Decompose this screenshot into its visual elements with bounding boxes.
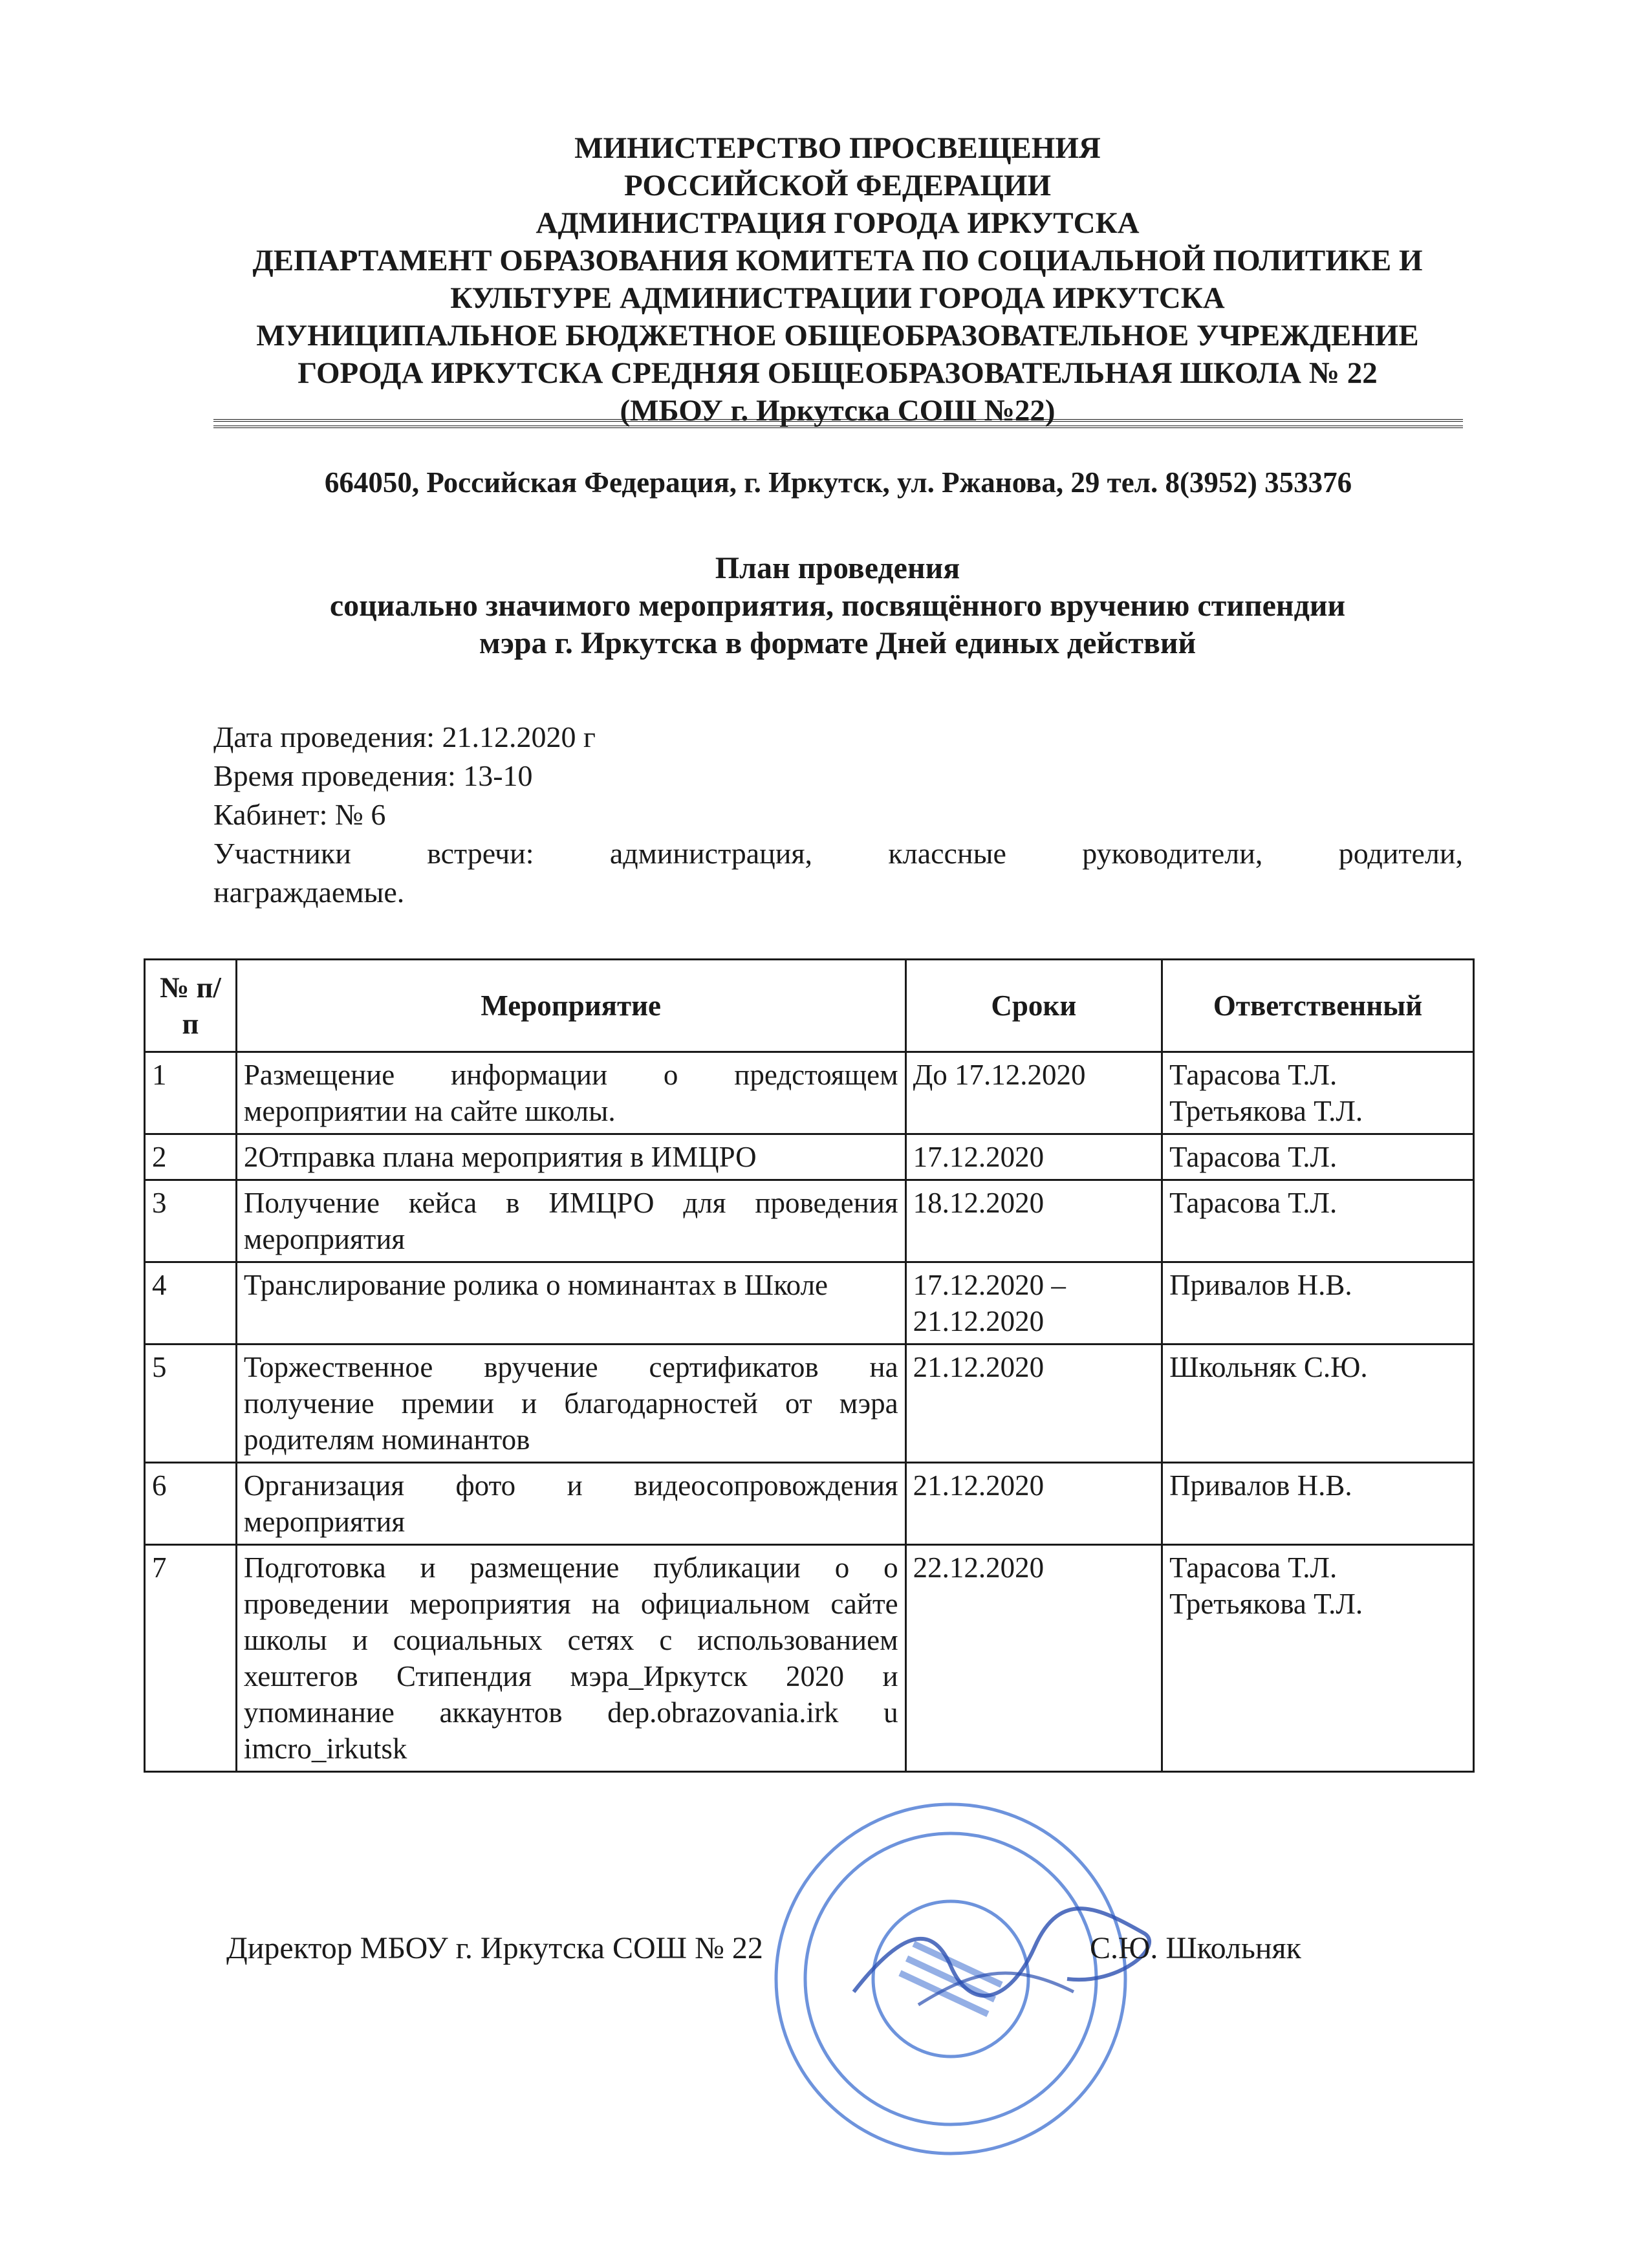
- responsible-person: Тарасова Т.Л.: [1169, 1059, 1337, 1091]
- events-table: [144, 958, 1475, 1773]
- row-num: 7: [145, 1545, 237, 1772]
- row-responsible: [1162, 1262, 1474, 1345]
- row-num: 4: [145, 1262, 237, 1345]
- row-num: 2: [145, 1134, 237, 1180]
- row-responsible: [1162, 1134, 1474, 1180]
- row-num: 6: [145, 1463, 237, 1545]
- row-num: 3: [145, 1180, 237, 1262]
- row-event: Торжественное вручение сертификатов на получение премии и благодарностей от мэра родителям номинантов: [236, 1345, 905, 1463]
- event-details: [213, 718, 1463, 912]
- row-event: Организация фото и видеосопровождения мероприятия: [236, 1463, 905, 1545]
- responsible-person: Тарасова Т.Л.: [1169, 1141, 1337, 1173]
- letterhead-line: ГОРОДА ИРКУТСКА СРЕДНЯЯ ОБЩЕОБРАЗОВАТЕЛЬНАЯ ШКОЛА № 22: [298, 356, 1378, 390]
- letterhead-line: АДМИНИСТРАЦИЯ ГОРОДА ИРКУТСКА: [536, 206, 1140, 240]
- director-name: С.Ю. Школьняк: [1090, 1931, 1301, 1965]
- responsible-person: Третьякова Т.Л.: [1169, 1095, 1363, 1127]
- letterhead: [194, 129, 1481, 429]
- row-event: 2Отправка плана мероприятия в ИМЦРО: [236, 1134, 905, 1180]
- responsible-person: Тарасова Т.Л.: [1169, 1551, 1337, 1584]
- row-event: Подготовка и размещение публикации о о проведении мероприятия на официальном сайте школы и социальных сетях с использованием хештегов Стипендия мэра_Иркутск 2020 и упоминание аккаунтов dep.obrazovania.irk u imcro_irkutsk: [236, 1545, 905, 1772]
- responsible-person: Школьняк С.Ю.: [1169, 1351, 1368, 1383]
- letterhead-line: (МБОУ г. Иркутска СОШ №22): [620, 394, 1056, 427]
- table-row: [145, 1345, 1474, 1463]
- row-dates: 22.12.2020: [905, 1545, 1162, 1772]
- responsible-person: Привалов Н.В.: [1169, 1469, 1352, 1502]
- row-event: Транслирование ролика о номинантах в Школе: [236, 1262, 905, 1345]
- table-row: [145, 1134, 1474, 1180]
- row-dates: 21.12.2020: [905, 1345, 1162, 1463]
- header-dates: Сроки: [905, 960, 1162, 1052]
- row-event: Получение кейса в ИМЦРО для проведения мероприятия: [236, 1180, 905, 1262]
- header-responsible: Ответственный: [1162, 960, 1474, 1052]
- plan-title: [194, 550, 1481, 662]
- header-num: № п/п: [145, 960, 237, 1052]
- event-date: Дата проведения: 21.12.2020 г: [213, 720, 596, 753]
- letterhead-line: МУНИЦИПАЛЬНОЕ БЮДЖЕТНОЕ ОБЩЕОБРАЗОВАТЕЛЬНОЕ УЧРЕЖДЕНИЕ: [256, 319, 1419, 352]
- event-participants-continued: награждаемые.: [213, 876, 405, 909]
- row-num: 1: [145, 1052, 237, 1134]
- row-responsible: [1162, 1052, 1474, 1134]
- event-participants: Участники встречи: администрация, классные руководители, родители,: [213, 837, 1463, 870]
- letterhead-line: КУЛЬТУРЕ АДМИНИСТРАЦИИ ГОРОДА ИРКУТСКА: [450, 281, 1225, 315]
- school-address: 664050, Российская Федерация, г. Иркутск, ул. Ржанова, 29 тел. 8(3952) 353376: [324, 466, 1352, 499]
- letterhead-line: ДЕПАРТАМЕНТ ОБРАЗОВАНИЯ КОМИТЕТА ПО СОЦИАЛЬНОЙ ПОЛИТИКЕ И: [252, 244, 1423, 277]
- row-dates: 21.12.2020: [905, 1463, 1162, 1545]
- row-num: 5: [145, 1345, 237, 1463]
- event-room: Кабинет: № 6: [213, 798, 386, 831]
- table-row: [145, 1545, 1474, 1772]
- table-row: [145, 1052, 1474, 1134]
- row-responsible: [1162, 1180, 1474, 1262]
- director-position: Директор МБОУ г. Иркутска СОШ № 22: [226, 1931, 763, 1965]
- letterhead-line: РОССИЙСКОЙ ФЕДЕРАЦИИ: [624, 169, 1051, 202]
- row-dates: 17.12.2020: [905, 1134, 1162, 1180]
- plan-title-line: социально значимого мероприятия, посвящённого вручению стипендии: [329, 589, 1346, 623]
- row-responsible: [1162, 1463, 1474, 1545]
- table-row: [145, 1180, 1474, 1262]
- table-row: [145, 1463, 1474, 1545]
- double-separator-line: [213, 419, 1463, 428]
- letterhead-line: МИНИСТЕРСТВО ПРОСВЕЩЕНИЯ: [574, 131, 1101, 165]
- plan-title-line: мэра г. Иркутска в формате Дней единых действий: [479, 626, 1196, 660]
- plan-title-line: План проведения: [715, 551, 960, 585]
- responsible-person: Тарасова Т.Л.: [1169, 1187, 1337, 1219]
- table-header-row: [145, 960, 1474, 1052]
- responsible-person: Привалов Н.В.: [1169, 1269, 1352, 1301]
- row-dates: 18.12.2020: [905, 1180, 1162, 1262]
- row-dates: 17.12.2020 – 21.12.2020: [905, 1262, 1162, 1345]
- responsible-person: Третьякова Т.Л.: [1169, 1588, 1363, 1620]
- row-event: Размещение информации о предстоящем мероприятии на сайте школы.: [236, 1052, 905, 1134]
- row-responsible: [1162, 1545, 1474, 1772]
- row-responsible: [1162, 1345, 1474, 1463]
- header-event: Мероприятие: [236, 960, 905, 1052]
- table-row: [145, 1262, 1474, 1345]
- event-time: Время проведения: 13-10: [213, 759, 533, 792]
- row-dates: До 17.12.2020: [905, 1052, 1162, 1134]
